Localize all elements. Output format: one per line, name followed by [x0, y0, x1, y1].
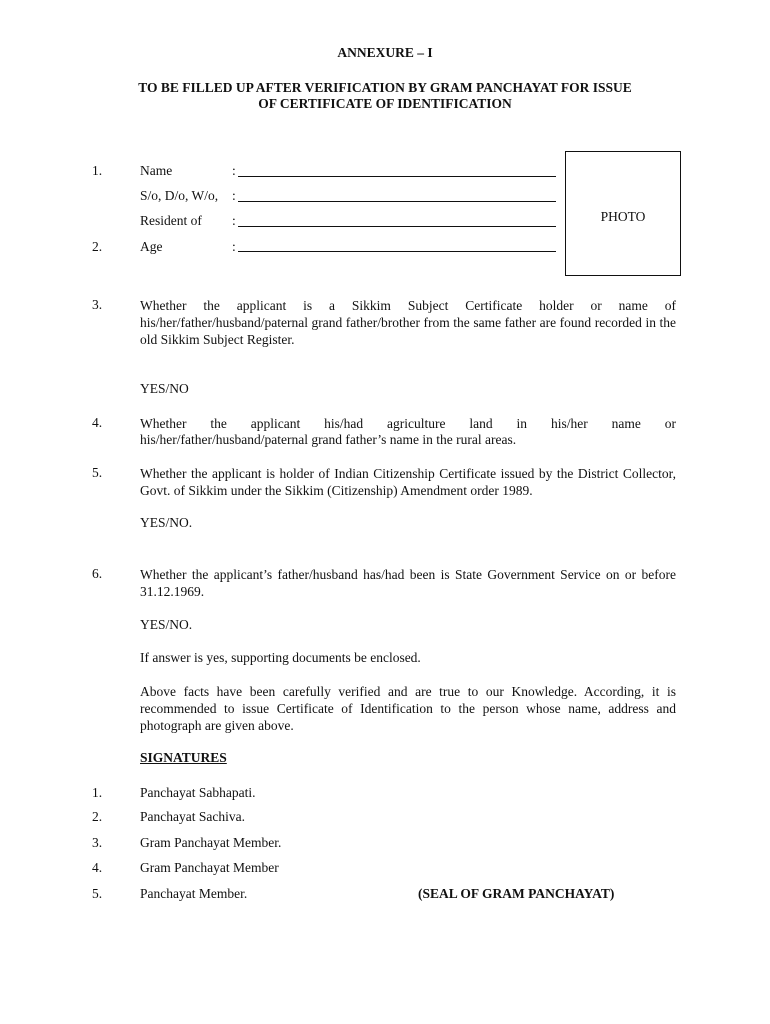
annexure-heading: ANNEXURE – I	[337, 45, 433, 60]
item-number-4: 4.	[92, 415, 103, 430]
answer-6: YES/NO.	[140, 617, 193, 632]
answer-5: YES/NO.	[140, 515, 193, 530]
relation-label: S/o, D/o, W/o,	[140, 188, 219, 203]
question-6: Whether the applicant’s father/husband has/had been is State Government Service on or before 31.12.1969.	[140, 567, 676, 599]
question-4-line2: his/her/father/husband/paternal grand father’s name in the rural areas.	[140, 432, 517, 447]
signatures-heading: SIGNATURES	[140, 750, 227, 765]
name-blank-line[interactable]	[238, 176, 556, 177]
signature-number-1: 1.	[92, 785, 103, 800]
signature-number-2: 2.	[92, 809, 103, 824]
name-colon: :	[232, 163, 236, 178]
resident-label: Resident of	[140, 213, 202, 228]
age-blank-line[interactable]	[238, 251, 556, 252]
relation-blank-line[interactable]	[238, 201, 556, 202]
photo-box	[565, 151, 681, 276]
resident-blank-line[interactable]	[238, 226, 556, 227]
age-label: Age	[140, 239, 163, 254]
item-number-1: 1.	[92, 163, 103, 178]
answer-3: YES/NO	[140, 381, 189, 396]
question-5: Whether the applicant is holder of Indian Citizenship Certificate issued by the District Collector, Govt. of Sikkim under the Sikkim (Citizenship) Amendment order 1989.	[140, 466, 676, 498]
seal-of-gram-panchayat: (SEAL OF GRAM PANCHAYAT)	[418, 886, 615, 901]
signature-number-4: 4.	[92, 860, 103, 875]
signature-number-3: 3.	[92, 835, 103, 850]
question-4-line1: Whether the applicant his/had agriculture land in his/her name or	[140, 416, 676, 431]
relation-colon: :	[232, 188, 236, 203]
age-colon: :	[232, 239, 236, 254]
item-number-3: 3.	[92, 297, 103, 312]
signature-panchayat-member: Panchayat Member.	[140, 886, 248, 901]
form-title-line1: TO BE FILLED UP AFTER VERIFICATION BY GRAM PANCHAYAT FOR ISSUE	[138, 80, 632, 95]
signature-gram-panchayat-member-1: Gram Panchayat Member.	[140, 835, 282, 850]
form-title-line2: OF CERTIFICATE OF IDENTIFICATION	[258, 96, 512, 111]
signature-number-5: 5.	[92, 886, 103, 901]
item-number-6: 6.	[92, 566, 103, 581]
signature-panchayat-sabhapati: Panchayat Sabhapati.	[140, 785, 256, 800]
question-3: Whether the applicant is a Sikkim Subject Certificate holder or name of his/her/father/husband/paternal grand father/brother from the same father are found recorded in the old Sikkim Subject Register.	[140, 298, 676, 347]
verification-statement: Above facts have been carefully verified and are true to our Knowledge. According, it is recommended to issue Certificate of Identification to the person whose name, address and photograph are given above.	[140, 684, 676, 733]
supporting-documents-note: If answer is yes, supporting documents be enclosed.	[140, 650, 421, 665]
item-number-2: 2.	[92, 239, 103, 254]
item-number-5: 5.	[92, 465, 103, 480]
signature-panchayat-sachiva: Panchayat Sachiva.	[140, 809, 245, 824]
photo-label: PHOTO	[600, 209, 646, 224]
resident-colon: :	[232, 213, 236, 228]
signature-gram-panchayat-member-2: Gram Panchayat Member	[140, 860, 279, 875]
name-label: Name	[140, 163, 173, 178]
